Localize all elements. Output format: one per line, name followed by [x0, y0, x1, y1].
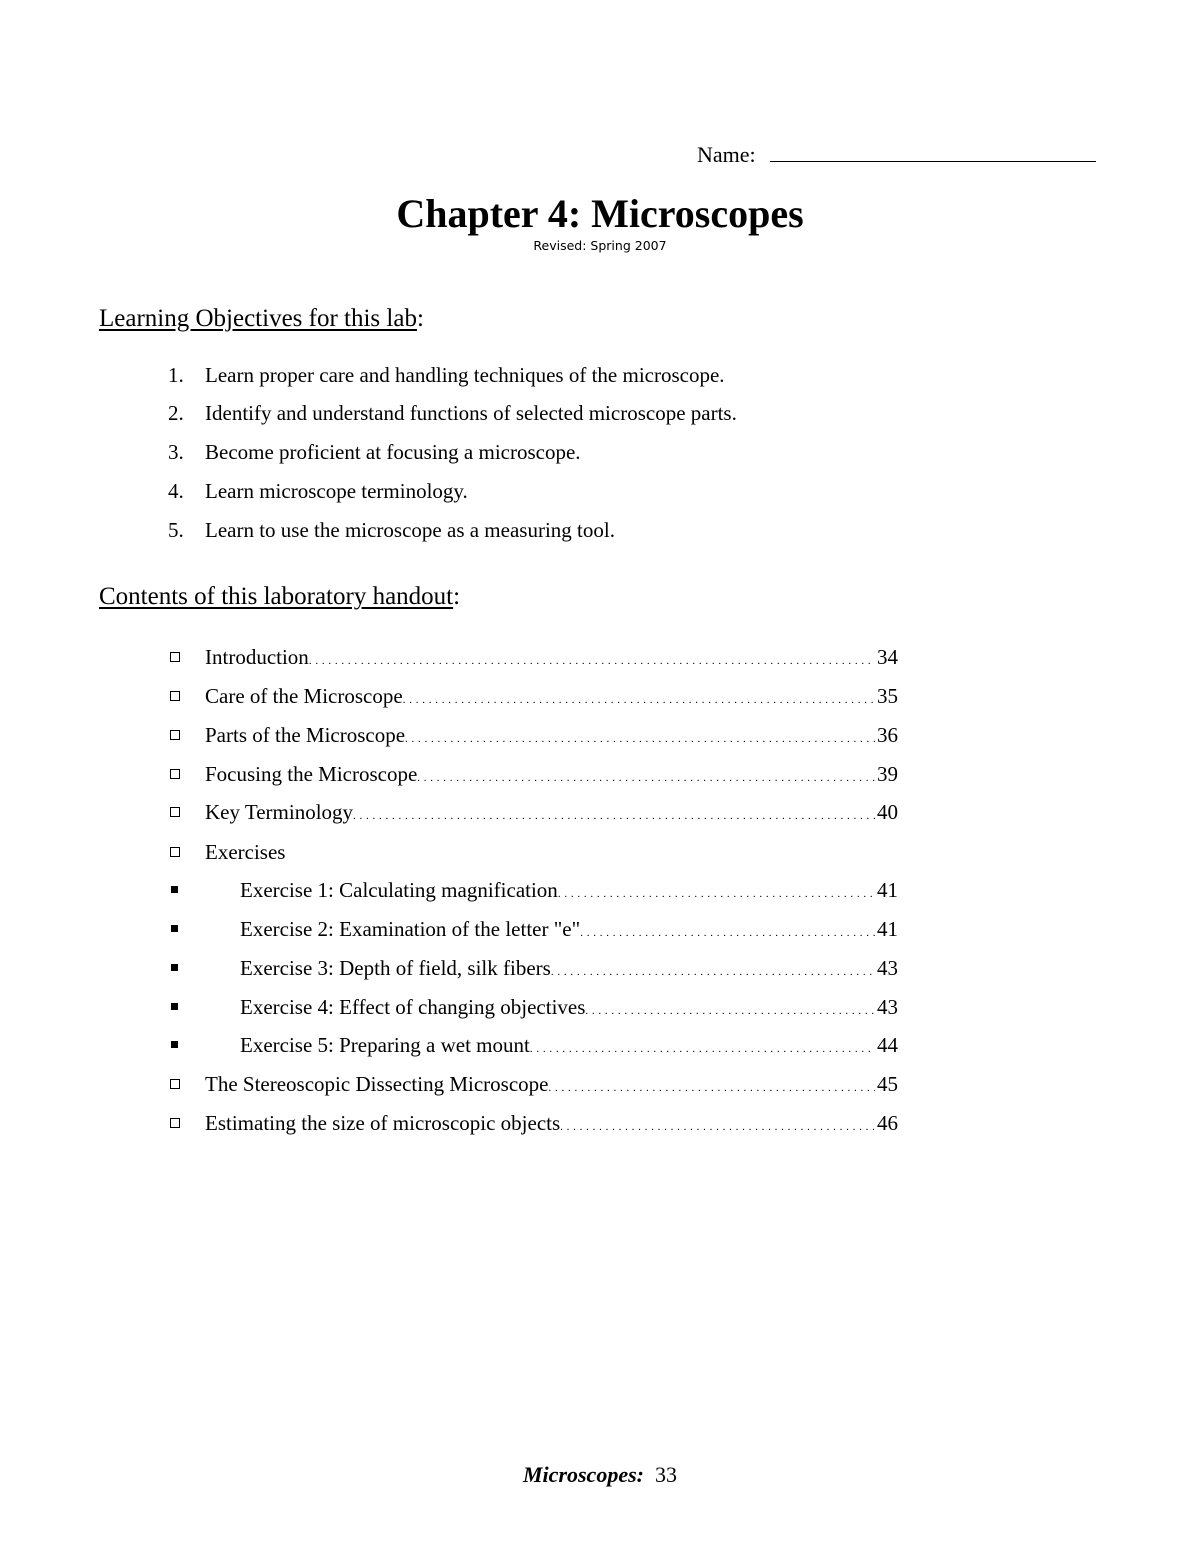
toc-page-number: 41: [877, 917, 898, 941]
footer-section: Microscopes:: [523, 1462, 644, 1487]
filled-square-bullet-icon: [171, 925, 178, 932]
toc-page-number: 35: [877, 684, 898, 708]
toc-label: Key Terminology: [205, 797, 353, 827]
toc-label: The Stereoscopic Dissecting Microscope: [205, 1069, 549, 1099]
toc-page-number: 46: [877, 1111, 898, 1135]
objectives-heading-text: Learning Objectives for this lab: [99, 305, 417, 332]
toc-page-number: 43: [877, 995, 898, 1019]
dot-leader: [417, 759, 875, 793]
dot-leader: [405, 720, 875, 754]
contents-heading: [99, 581, 460, 613]
hollow-square-bullet-icon: [170, 691, 180, 701]
objective-number: 1.: [168, 363, 184, 387]
toc-page-number: 34: [877, 645, 898, 669]
toc-item-exercise-1: [0, 875, 1200, 905]
filled-square-bullet-icon: [171, 1041, 178, 1048]
toc-item-exercise-4: [0, 992, 1200, 1022]
dot-leader: [549, 1069, 876, 1103]
dot-leader: [551, 953, 875, 987]
toc-page-number: 43: [877, 956, 898, 980]
toc-item-focusing: [0, 759, 1200, 789]
toc-label: Parts of the Microscope: [205, 720, 405, 750]
objective-item: [0, 360, 900, 390]
objective-number: 4.: [168, 479, 184, 503]
name-blank-line: [770, 141, 1096, 162]
toc-page-number: 45: [877, 1072, 898, 1096]
toc-item-exercises: [0, 837, 1200, 867]
dot-leader: [558, 875, 875, 909]
objective-text: Learn proper care and handling techniques of the microscope.: [205, 363, 725, 387]
filled-square-bullet-icon: [171, 1003, 178, 1010]
objective-item: [0, 398, 900, 428]
toc-label: Exercises: [205, 840, 286, 864]
filled-square-bullet-icon: [171, 964, 178, 971]
objectives-heading: [99, 303, 424, 335]
toc-item-exercise-3: [0, 953, 1200, 983]
contents-heading-text: Contents of this laboratory handout: [99, 583, 454, 610]
toc-item-care: [0, 681, 1200, 711]
toc-label: Estimating the size of microscopic objects: [205, 1108, 560, 1138]
toc-label: Care of the Microscope: [205, 681, 403, 711]
toc-item-stereoscopic: [0, 1069, 1200, 1099]
toc-label: Exercise 3: Depth of field, silk fibers: [240, 953, 551, 983]
name-label: Name:: [697, 142, 756, 167]
contents-heading-colon: :: [453, 583, 461, 610]
toc-label: Exercise 1: Calculating magnification: [240, 875, 558, 905]
toc-item-exercise-2: [0, 914, 1200, 944]
filled-square-bullet-icon: [171, 886, 178, 893]
toc-label: Introduction: [205, 642, 309, 672]
page-footer: [0, 1460, 1200, 1490]
toc-item-introduction: [0, 642, 1200, 672]
page-number: 33: [654, 1462, 677, 1487]
hollow-square-bullet-icon: [170, 1079, 180, 1089]
toc-page-number: 40: [877, 800, 898, 824]
toc-page-number: 44: [877, 1033, 898, 1057]
toc-item-exercise-5: [0, 1030, 1200, 1060]
toc-page-number: 39: [877, 762, 898, 786]
objective-text: Learn microscope terminology.: [205, 479, 468, 503]
page-title: Chapter 4: Microscopes: [396, 191, 804, 236]
hollow-square-bullet-icon: [170, 807, 180, 817]
hollow-square-bullet-icon: [170, 730, 180, 740]
objective-item: [0, 476, 900, 506]
objective-item: [0, 515, 900, 545]
hollow-square-bullet-icon: [170, 652, 180, 662]
toc-page-number: 36: [877, 723, 898, 747]
toc-label: Exercise 5: Preparing a wet mount: [240, 1030, 530, 1060]
dot-leader: [403, 681, 875, 715]
dot-leader: [560, 1108, 875, 1142]
name-field: [697, 140, 1096, 170]
hollow-square-bullet-icon: [170, 847, 180, 857]
dot-leader: [353, 797, 875, 831]
toc-label: Exercise 4: Effect of changing objectives: [240, 992, 585, 1022]
toc-item-parts: [0, 720, 1200, 750]
objectives-heading-colon: :: [416, 305, 424, 332]
dot-leader: [309, 642, 875, 676]
dot-leader: [580, 914, 875, 948]
toc-page-number: 41: [877, 878, 898, 902]
objective-number: 3.: [168, 440, 184, 464]
hollow-square-bullet-icon: [170, 1118, 180, 1128]
objective-number: 5.: [168, 518, 184, 542]
revision-note: Revised: Spring 2007: [533, 238, 667, 253]
toc-label: Exercise 2: Examination of the letter "e": [240, 914, 580, 944]
objective-text: Identify and understand functions of selected microscope parts.: [205, 401, 737, 425]
toc-item-estimating: [0, 1108, 1200, 1138]
objective-item: [0, 437, 900, 467]
toc-item-terminology: [0, 797, 1200, 827]
hollow-square-bullet-icon: [170, 769, 180, 779]
dot-leader: [530, 1030, 875, 1064]
objective-text: Learn to use the microscope as a measuring tool.: [205, 518, 615, 542]
objective-number: 2.: [168, 401, 184, 425]
toc-label: Focusing the Microscope: [205, 759, 417, 789]
dot-leader: [585, 992, 875, 1026]
objective-text: Become proficient at focusing a microscope.: [205, 440, 581, 464]
